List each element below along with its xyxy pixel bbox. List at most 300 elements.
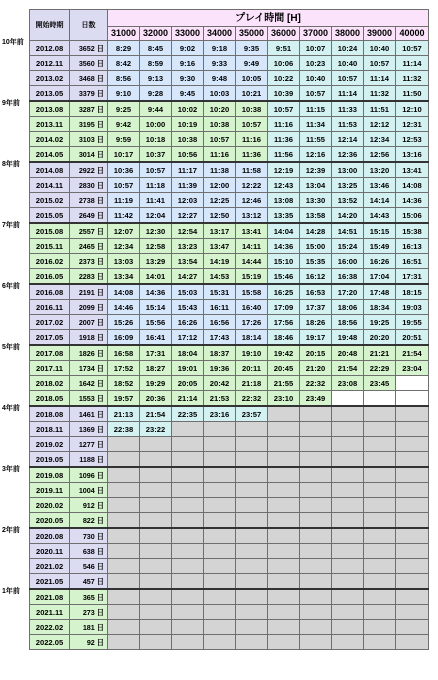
table-row bbox=[30, 101, 429, 117]
playtime-cell: 13:41 bbox=[396, 162, 429, 178]
playtime-cell bbox=[396, 391, 429, 407]
playtime-cell bbox=[204, 605, 236, 620]
playtime-cell: 15:19 bbox=[236, 269, 268, 285]
days-cell: 2373 日 bbox=[70, 254, 108, 269]
playtime-cell: 12:30 bbox=[140, 223, 172, 239]
playtime-cell bbox=[364, 452, 396, 468]
playtime-cell: 12:00 bbox=[204, 178, 236, 193]
start-date-cell: 2016.08 bbox=[30, 284, 70, 300]
table-row bbox=[30, 254, 429, 269]
playtime-cell: 16:09 bbox=[108, 330, 140, 346]
playtime-cell bbox=[172, 589, 204, 605]
playtime-cell: 16:13 bbox=[396, 239, 429, 254]
playtime-cell: 11:14 bbox=[332, 86, 364, 102]
playtime-cell: 18:34 bbox=[364, 300, 396, 315]
playtime-cell bbox=[396, 589, 429, 605]
playtime-cell bbox=[108, 605, 140, 620]
playtime-cell: 18:52 bbox=[108, 376, 140, 391]
playtime-cell: 21:54 bbox=[332, 361, 364, 376]
playtime-cell bbox=[236, 559, 268, 574]
playtime-cell bbox=[300, 605, 332, 620]
playtime-cell: 10:19 bbox=[172, 117, 204, 132]
playtime-column-header: 36000 bbox=[268, 27, 300, 41]
playtime-cell: 18:56 bbox=[332, 315, 364, 330]
playtime-cell: 16:25 bbox=[268, 284, 300, 300]
playtime-cell: 15:15 bbox=[364, 223, 396, 239]
playtime-cell: 9:35 bbox=[236, 41, 268, 56]
table-row bbox=[30, 361, 429, 376]
start-date-cell: 2013.11 bbox=[30, 117, 70, 132]
playtime-cell: 10:57 bbox=[300, 86, 332, 102]
playtime-cell: 13:35 bbox=[268, 208, 300, 224]
playtime-cell bbox=[268, 467, 300, 483]
playtime-cell: 12:34 bbox=[108, 239, 140, 254]
start-date-cell: 2020.08 bbox=[30, 528, 70, 544]
table-row bbox=[30, 528, 429, 544]
playtime-cell bbox=[332, 406, 364, 422]
playtime-cell: 10:17 bbox=[108, 147, 140, 163]
days-cell: 2465 日 bbox=[70, 239, 108, 254]
playtime-cell bbox=[204, 574, 236, 590]
playtime-cell: 9:33 bbox=[204, 56, 236, 71]
playtime-cell bbox=[396, 528, 429, 544]
table-row bbox=[30, 620, 429, 635]
start-date-cell: 2017.11 bbox=[30, 361, 70, 376]
playtime-cell: 22:38 bbox=[108, 422, 140, 437]
playtime-cell: 10:39 bbox=[268, 86, 300, 102]
table-row bbox=[30, 132, 429, 147]
playtime-cell: 19:42 bbox=[268, 345, 300, 361]
playtime-cell bbox=[108, 467, 140, 483]
playtime-cell: 17:26 bbox=[236, 315, 268, 330]
playtime-cell: 22:32 bbox=[300, 376, 332, 391]
days-cell: 3652 日 bbox=[70, 41, 108, 56]
playtime-cell: 16:41 bbox=[140, 330, 172, 346]
playtime-cell: 23:22 bbox=[140, 422, 172, 437]
playtime-cell: 14:11 bbox=[236, 239, 268, 254]
playtime-cell: 14:53 bbox=[204, 269, 236, 285]
playtime-cell: 10:00 bbox=[140, 117, 172, 132]
playtime-cell: 9:48 bbox=[204, 71, 236, 86]
playtime-cell: 20:45 bbox=[268, 361, 300, 376]
playtime-cell: 15:43 bbox=[172, 300, 204, 315]
playtime-cell: 12:25 bbox=[204, 193, 236, 208]
table-row bbox=[30, 345, 429, 361]
playtime-cell: 19:55 bbox=[396, 315, 429, 330]
playtime-cell: 13:04 bbox=[300, 178, 332, 193]
playtime-cell: 10:56 bbox=[172, 147, 204, 163]
playtime-cell: 13:52 bbox=[332, 193, 364, 208]
playtime-cell: 11:55 bbox=[300, 132, 332, 147]
playtime-cell bbox=[172, 574, 204, 590]
days-cell: 1642 日 bbox=[70, 376, 108, 391]
playtime-cell bbox=[140, 528, 172, 544]
playtime-cell: 10:57 bbox=[268, 101, 300, 117]
start-date-cell: 2016.05 bbox=[30, 269, 70, 285]
playtime-cell: 17:31 bbox=[140, 345, 172, 361]
days-cell: 822 日 bbox=[70, 513, 108, 529]
playtime-cell bbox=[108, 452, 140, 468]
playtime-cell: 18:37 bbox=[204, 345, 236, 361]
playtime-cell: 8:45 bbox=[140, 41, 172, 56]
playtime-cell bbox=[300, 635, 332, 650]
playtime-cell bbox=[364, 391, 396, 407]
start-date-cell: 2017.05 bbox=[30, 330, 70, 346]
days-cell: 2191 日 bbox=[70, 284, 108, 300]
start-date-cell: 2014.02 bbox=[30, 132, 70, 147]
playtime-cell bbox=[268, 589, 300, 605]
playtime-cell bbox=[108, 559, 140, 574]
table-row bbox=[30, 391, 429, 407]
playtime-cell bbox=[140, 620, 172, 635]
playtime-cell: 21:18 bbox=[236, 376, 268, 391]
playtime-cell: 10:06 bbox=[268, 56, 300, 71]
start-date-cell: 2014.11 bbox=[30, 178, 70, 193]
playtime-column-header: 32000 bbox=[140, 27, 172, 41]
playtime-cell: 13:29 bbox=[140, 254, 172, 269]
playtime-cell: 15:26 bbox=[108, 315, 140, 330]
playtime-cell: 11:53 bbox=[332, 117, 364, 132]
playtime-cell bbox=[172, 635, 204, 650]
playtime-cell: 12:53 bbox=[396, 132, 429, 147]
playtime-cell: 16:58 bbox=[108, 345, 140, 361]
playtime-cell bbox=[236, 544, 268, 559]
playtime-cell bbox=[204, 498, 236, 513]
playtime-cell bbox=[300, 483, 332, 498]
playtime-cell: 10:02 bbox=[172, 101, 204, 117]
playtime-cell: 10:20 bbox=[204, 101, 236, 117]
playtime-column-header: 31000 bbox=[108, 27, 140, 41]
playtime-cell: 12:50 bbox=[204, 208, 236, 224]
playtime-cell bbox=[268, 605, 300, 620]
playtime-cell bbox=[396, 605, 429, 620]
table-row bbox=[30, 437, 429, 452]
table-row bbox=[30, 467, 429, 483]
playtime-cell bbox=[300, 513, 332, 529]
table-row bbox=[30, 574, 429, 590]
playtime-cell bbox=[300, 589, 332, 605]
playtime-cell: 15:06 bbox=[396, 208, 429, 224]
days-cell: 181 日 bbox=[70, 620, 108, 635]
playtime-cell: 10:24 bbox=[332, 41, 364, 56]
playtime-cell: 9:42 bbox=[108, 117, 140, 132]
playtime-cell bbox=[236, 498, 268, 513]
playtime-cell: 13:17 bbox=[204, 223, 236, 239]
playtime-cell bbox=[332, 544, 364, 559]
start-date-cell: 2013.08 bbox=[30, 101, 70, 117]
playtime-cell: 13:54 bbox=[172, 254, 204, 269]
playtime-cell bbox=[140, 513, 172, 529]
playtime-cell: 11:36 bbox=[268, 132, 300, 147]
playtime-cell bbox=[140, 483, 172, 498]
playtime-cell: 17:43 bbox=[204, 330, 236, 346]
days-cell: 2738 日 bbox=[70, 193, 108, 208]
playtime-cell: 17:56 bbox=[268, 315, 300, 330]
playtime-cell: 21:21 bbox=[364, 345, 396, 361]
playtime-cell bbox=[300, 574, 332, 590]
playtime-cell bbox=[396, 559, 429, 574]
playtime-cell: 15:56 bbox=[140, 315, 172, 330]
playtime-cell bbox=[396, 483, 429, 498]
playtime-cell: 15:24 bbox=[332, 239, 364, 254]
days-cell: 3195 日 bbox=[70, 117, 108, 132]
playtime-cell bbox=[172, 467, 204, 483]
playtime-cell: 9:16 bbox=[172, 56, 204, 71]
playtime-cell: 12:56 bbox=[364, 147, 396, 163]
playtime-cell: 10:57 bbox=[364, 56, 396, 71]
year-label: 4年前 bbox=[2, 405, 20, 412]
playtime-cell bbox=[396, 467, 429, 483]
table-row bbox=[30, 406, 429, 422]
playtime-cell bbox=[172, 605, 204, 620]
playtime-column-header: 40000 bbox=[396, 27, 429, 41]
playtime-cell: 13:47 bbox=[204, 239, 236, 254]
playtime-cell bbox=[364, 635, 396, 650]
playtime-cell bbox=[396, 635, 429, 650]
playtime-cell: 14:08 bbox=[108, 284, 140, 300]
playtime-cell: 13:23 bbox=[172, 239, 204, 254]
table-row bbox=[30, 452, 429, 468]
playtime-cell bbox=[172, 483, 204, 498]
days-cell: 730 日 bbox=[70, 528, 108, 544]
playtime-cell: 20:42 bbox=[204, 376, 236, 391]
playtime-cell bbox=[108, 574, 140, 590]
start-date-cell: 2022.05 bbox=[30, 635, 70, 650]
days-cell: 457 日 bbox=[70, 574, 108, 590]
table-row bbox=[30, 498, 429, 513]
start-date-cell: 2012.11 bbox=[30, 56, 70, 71]
playtime-cell: 12:39 bbox=[300, 162, 332, 178]
days-cell: 1461 日 bbox=[70, 406, 108, 422]
days-cell: 92 日 bbox=[70, 635, 108, 650]
table-row bbox=[30, 315, 429, 330]
playtime-cell bbox=[300, 406, 332, 422]
playtime-cell bbox=[204, 483, 236, 498]
playtime-cell: 9:18 bbox=[204, 41, 236, 56]
days-cell: 1918 日 bbox=[70, 330, 108, 346]
playtime-cell: 19:10 bbox=[236, 345, 268, 361]
playtime-cell: 16:00 bbox=[332, 254, 364, 269]
start-period-header: 開始時期 bbox=[30, 10, 70, 41]
playtime-cell: 23:16 bbox=[204, 406, 236, 422]
playtime-cell bbox=[332, 589, 364, 605]
playtime-cell: 13:03 bbox=[108, 254, 140, 269]
playtime-cell: 23:10 bbox=[268, 391, 300, 407]
playtime-cell: 10:05 bbox=[236, 71, 268, 86]
playtime-table-body bbox=[30, 41, 429, 650]
playtime-cell bbox=[140, 559, 172, 574]
year-label: 5年前 bbox=[2, 344, 20, 351]
table-row bbox=[30, 178, 429, 193]
table-row bbox=[30, 376, 429, 391]
playtime-cell: 12:34 bbox=[364, 132, 396, 147]
playtime-cell: 11:56 bbox=[268, 147, 300, 163]
table-row bbox=[30, 223, 429, 239]
table-row bbox=[30, 300, 429, 315]
playtime-cell: 15:38 bbox=[396, 223, 429, 239]
playtime-cell: 16:53 bbox=[300, 284, 332, 300]
playtime-cell bbox=[204, 422, 236, 437]
playtime-cell: 11:36 bbox=[236, 147, 268, 163]
playtime-cell: 10:03 bbox=[204, 86, 236, 102]
playtime-cell: 23:45 bbox=[364, 376, 396, 391]
playtime-column-header: 37000 bbox=[300, 27, 332, 41]
playtime-cell: 10:38 bbox=[172, 132, 204, 147]
playtime-cell bbox=[140, 574, 172, 590]
playtime-cell: 15:49 bbox=[364, 239, 396, 254]
playtime-cell: 12:16 bbox=[300, 147, 332, 163]
playtime-cell: 16:56 bbox=[204, 315, 236, 330]
playtime-cell: 10:57 bbox=[236, 117, 268, 132]
playtime-cell bbox=[204, 467, 236, 483]
days-cell: 3468 日 bbox=[70, 71, 108, 86]
playtime-cell bbox=[172, 528, 204, 544]
start-date-cell: 2021.02 bbox=[30, 559, 70, 574]
days-cell: 1004 日 bbox=[70, 483, 108, 498]
playtime-cell bbox=[364, 574, 396, 590]
playtime-cell: 9:30 bbox=[172, 71, 204, 86]
start-date-cell: 2018.05 bbox=[30, 391, 70, 407]
playtime-cell: 18:06 bbox=[332, 300, 364, 315]
playtime-cell: 9:25 bbox=[108, 101, 140, 117]
playtime-cell bbox=[332, 620, 364, 635]
playtime-cell: 11:17 bbox=[172, 162, 204, 178]
year-label: 8年前 bbox=[2, 161, 20, 168]
playtime-cell: 9:49 bbox=[236, 56, 268, 71]
year-label: 6年前 bbox=[2, 283, 20, 290]
playtime-cell: 12:03 bbox=[172, 193, 204, 208]
playtime-column-header: 39000 bbox=[364, 27, 396, 41]
playtime-cell bbox=[332, 513, 364, 529]
playtime-cell: 10:40 bbox=[364, 41, 396, 56]
playtime-cell: 8:59 bbox=[140, 56, 172, 71]
playtime-cell: 11:39 bbox=[172, 178, 204, 193]
start-date-cell: 2015.05 bbox=[30, 208, 70, 224]
playtime-cell bbox=[108, 544, 140, 559]
playtime-cell bbox=[108, 513, 140, 529]
playtime-header: プレイ時間 [H] bbox=[108, 10, 429, 27]
playtime-cell: 12:12 bbox=[364, 117, 396, 132]
start-date-cell: 2019.08 bbox=[30, 467, 70, 483]
table-row bbox=[30, 86, 429, 102]
year-label: 3年前 bbox=[2, 466, 20, 473]
playtime-cell: 13:41 bbox=[236, 223, 268, 239]
playtime-cell: 13:58 bbox=[300, 208, 332, 224]
playtime-cell bbox=[108, 589, 140, 605]
playtime-cell bbox=[204, 544, 236, 559]
playtime-cell: 9:13 bbox=[140, 71, 172, 86]
playtime-cell: 18:04 bbox=[172, 345, 204, 361]
playtime-cell bbox=[396, 422, 429, 437]
days-cell: 3014 日 bbox=[70, 147, 108, 163]
playtime-cell: 18:26 bbox=[300, 315, 332, 330]
playtime-cell bbox=[396, 620, 429, 635]
playtime-cell: 10:57 bbox=[396, 41, 429, 56]
playtime-cell bbox=[364, 498, 396, 513]
playtime-cell bbox=[332, 452, 364, 468]
playtime-cell bbox=[108, 528, 140, 544]
playtime-cell: 18:46 bbox=[268, 330, 300, 346]
playtime-cell: 12:58 bbox=[140, 239, 172, 254]
table-row bbox=[30, 330, 429, 346]
playtime-cell bbox=[332, 422, 364, 437]
playtime-cell bbox=[108, 437, 140, 452]
playtime-cell bbox=[268, 452, 300, 468]
playtime-cell bbox=[396, 544, 429, 559]
playtime-cell: 19:25 bbox=[364, 315, 396, 330]
playtime-cell: 10:37 bbox=[140, 147, 172, 163]
playtime-cell: 14:44 bbox=[236, 254, 268, 269]
playtime-cell bbox=[236, 452, 268, 468]
playtime-cell: 11:33 bbox=[332, 101, 364, 117]
playtime-cell: 11:16 bbox=[204, 147, 236, 163]
playtime-cell bbox=[332, 437, 364, 452]
playtime-cell: 21:54 bbox=[396, 345, 429, 361]
playtime-cell: 17:37 bbox=[300, 300, 332, 315]
playtime-cell: 15:46 bbox=[268, 269, 300, 285]
days-cell: 1734 日 bbox=[70, 361, 108, 376]
start-date-cell: 2013.05 bbox=[30, 86, 70, 102]
playtime-cell bbox=[172, 620, 204, 635]
playtime-cell bbox=[268, 483, 300, 498]
playtime-cell: 16:26 bbox=[172, 315, 204, 330]
playtime-cell: 12:22 bbox=[236, 178, 268, 193]
playtime-cell: 9:51 bbox=[268, 41, 300, 56]
table-row bbox=[30, 147, 429, 163]
playtime-cell bbox=[332, 528, 364, 544]
playtime-cell: 14:36 bbox=[396, 193, 429, 208]
playtime-cell: 23:04 bbox=[396, 361, 429, 376]
playtime-cell: 12:07 bbox=[108, 223, 140, 239]
playtime-cell bbox=[268, 422, 300, 437]
playtime-cell: 11:14 bbox=[396, 56, 429, 71]
playtime-cell: 23:08 bbox=[332, 376, 364, 391]
playtime-cell: 12:14 bbox=[332, 132, 364, 147]
playtime-cell bbox=[364, 483, 396, 498]
playtime-cell bbox=[364, 437, 396, 452]
playtime-cell: 21:20 bbox=[300, 361, 332, 376]
playtime-cell: 11:18 bbox=[140, 178, 172, 193]
playtime-cell bbox=[396, 437, 429, 452]
playtime-cell: 8:29 bbox=[108, 41, 140, 56]
start-date-cell: 2021.11 bbox=[30, 605, 70, 620]
playtime-cell: 11:41 bbox=[140, 193, 172, 208]
playtime-cell bbox=[172, 437, 204, 452]
playtime-cell bbox=[172, 498, 204, 513]
start-date-cell: 2015.02 bbox=[30, 193, 70, 208]
playtime-cell: 20:51 bbox=[396, 330, 429, 346]
days-cell: 1826 日 bbox=[70, 345, 108, 361]
playtime-cell: 10:38 bbox=[204, 117, 236, 132]
playtime-cell: 10:57 bbox=[204, 132, 236, 147]
playtime-cell bbox=[364, 467, 396, 483]
playtime-cell: 20:05 bbox=[172, 376, 204, 391]
days-cell: 546 日 bbox=[70, 559, 108, 574]
playtime-cell: 12:31 bbox=[396, 117, 429, 132]
playtime-cell: 9:10 bbox=[108, 86, 140, 102]
playtime-cell: 14:08 bbox=[396, 178, 429, 193]
playtime-cell bbox=[236, 467, 268, 483]
playtime-cell: 11:51 bbox=[364, 101, 396, 117]
playtime-cell: 9:44 bbox=[140, 101, 172, 117]
playtime-cell: 20:20 bbox=[364, 330, 396, 346]
playtime-cell: 10:57 bbox=[332, 71, 364, 86]
table-row bbox=[30, 239, 429, 254]
playtime-cell: 19:48 bbox=[332, 330, 364, 346]
playtime-cell: 17:09 bbox=[268, 300, 300, 315]
playtime-cell bbox=[108, 498, 140, 513]
playtime-cell bbox=[108, 483, 140, 498]
